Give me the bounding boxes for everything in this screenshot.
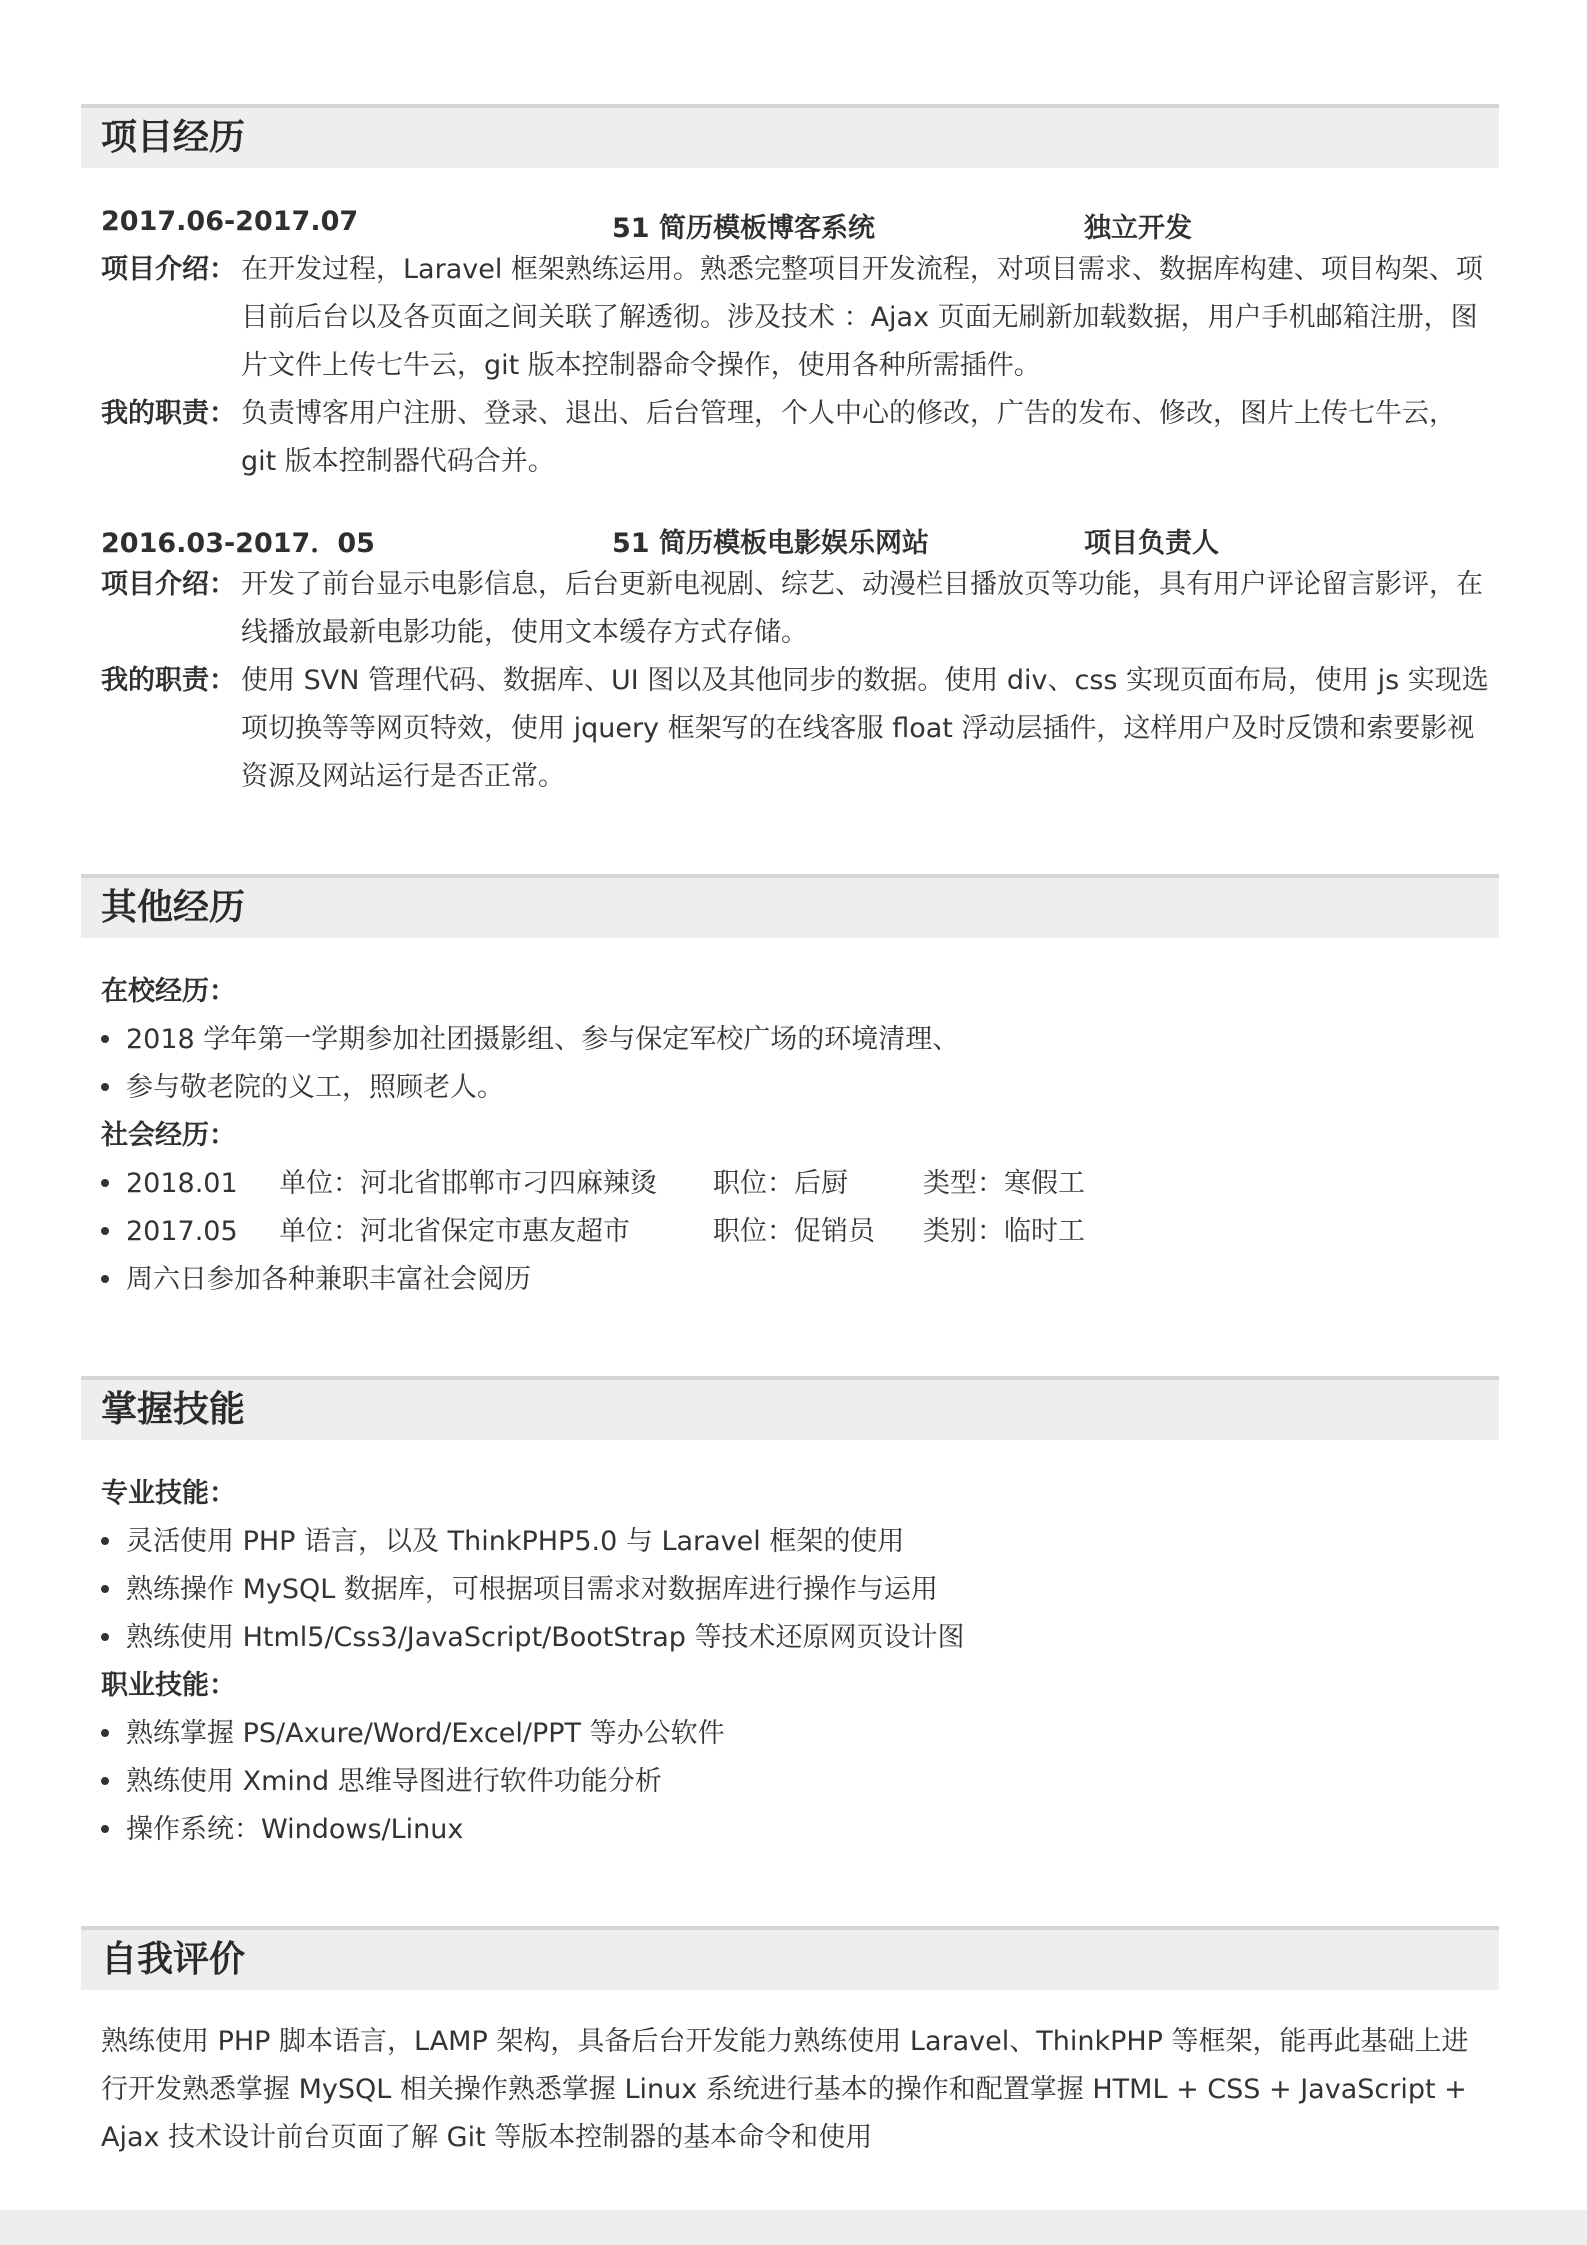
social-type: 类型：寒假工 [923, 1168, 1085, 1199]
social-unit: 单位：河北省邯郸市刁四麻辣烫 [279, 1168, 657, 1199]
project-name: 51 简历模板博客系统 [612, 213, 875, 244]
section-projects-header [81, 104, 1499, 168]
section-title: 自我评价 [101, 1939, 246, 1980]
social-date: 2017.05 [126, 1216, 238, 1247]
footer-bar [0, 2210, 1587, 2245]
school-label: 在校经历： [101, 976, 236, 1007]
list-item [101, 1164, 1481, 1204]
section-title: 其他经历 [101, 887, 246, 928]
list-item: 操作系统：Windows/Linux [101, 1810, 1481, 1850]
list-item [101, 1212, 1481, 1252]
self-evaluation-text: 熟练使用 PHP 脚本语言，LAMP 架构，具备后台开发能力熟练使用 Laravel、ThinkPHP 等框架，能再此基础上进行开发熟悉掌握 MySQL 相关操作熟悉掌握 Linux 系统进行基本的操作和配置掌握 HTML + CSS + JavaScript + Ajax 技术设计前台页面了解 Git 等版本控制器的基本命令和使用 [101, 2026, 1469, 2153]
list-item: 2018 学年第一学期参加社团摄影组、参与保定军校广场的环境清理、 [101, 1020, 1481, 1060]
social-date: 2018.01 [126, 1168, 238, 1199]
duty-label: 我的职责： [101, 665, 236, 696]
section-skills-header [81, 1376, 1499, 1440]
list-item: 熟练掌握 PS/Axure/Word/Excel/PPT 等办公软件 [101, 1714, 1481, 1754]
list-item: 熟练使用 Xmind 思维导图进行软件功能分析 [101, 1762, 1481, 1802]
project-role: 项目负责人 [1084, 528, 1219, 559]
intro-text: 开发了前台显示电影信息，后台更新电视剧、综艺、动漫栏目播放页等功能，具有用户评论留言影评，在线播放最新电影功能，使用文本缓存方式存储。 [241, 569, 1483, 648]
duty-text: 使用 SVN 管理代码、数据库、UI 图以及其他同步的数据。使用 div、css 实现页面布局，使用 js 实现选项切换等等网页特效，使用 jquery 框架写的在线客服 float 浮动层插件，这样用户及时反馈和索要影视资源及网站运行是否正常。 [241, 665, 1489, 792]
project-role: 独立开发 [1084, 213, 1192, 244]
social-position: 职位：促销员 [713, 1216, 875, 1247]
list-item: 周六日参加各种兼职丰富社会阅历 [101, 1260, 1481, 1300]
project-duty [101, 390, 1491, 486]
section-self-header [81, 1926, 1499, 1990]
section-title: 掌握技能 [101, 1389, 246, 1430]
project-header [101, 206, 1501, 244]
list-item: 熟练使用 Html5/Css3/JavaScript/BootStrap 等技术还原网页设计图 [101, 1618, 1481, 1658]
project-date: 2016.03-2017．05 [101, 528, 375, 559]
section-title: 项目经历 [101, 117, 246, 158]
pro-skills-label: 专业技能： [101, 1478, 236, 1509]
social-unit: 单位：河北省保定市惠友超市 [279, 1216, 630, 1247]
social-position: 职位：后厨 [713, 1168, 848, 1199]
list-item: 熟练操作 MySQL 数据库，可根据项目需求对数据库进行操作与运用 [101, 1570, 1481, 1610]
section-other-header [81, 874, 1499, 938]
duty-text: 负责博客用户注册、登录、退出、后台管理，个人中心的修改，广告的发布、修改，图片上传七牛云，git 版本控制器代码合并。 [241, 398, 1456, 477]
social-type: 类别：临时工 [923, 1216, 1085, 1247]
project-header [101, 521, 1501, 559]
intro-label: 项目介绍： [101, 254, 236, 285]
project-intro [101, 561, 1491, 657]
list-item: 参与敬老院的义工，照顾老人。 [101, 1068, 1481, 1108]
social-label: 社会经历： [101, 1120, 236, 1151]
intro-text: 在开发过程，Laravel 框架熟练运用。熟悉完整项目开发流程，对项目需求、数据库构建、项目构架、项目前后台以及各页面之间关联了解透彻。涉及技术 ：Ajax 页面无刷新加载数据，用户手机邮箱注册，图片文件上传七牛云，git 版本控制器命令操作，使用各种所需插件。 [241, 254, 1483, 381]
project-date: 2017.06-2017.07 [101, 206, 359, 237]
duty-label: 我的职责： [101, 398, 236, 429]
project-intro [101, 246, 1491, 390]
project-name: 51 简历模板电影娱乐网站 [612, 528, 929, 559]
list-item: 灵活使用 PHP 语言，以及 ThinkPHP5.0 与 Laravel 框架的使用 [101, 1522, 1481, 1562]
project-duty [101, 657, 1491, 801]
job-skills-label: 职业技能： [101, 1670, 236, 1701]
intro-label: 项目介绍： [101, 569, 236, 600]
